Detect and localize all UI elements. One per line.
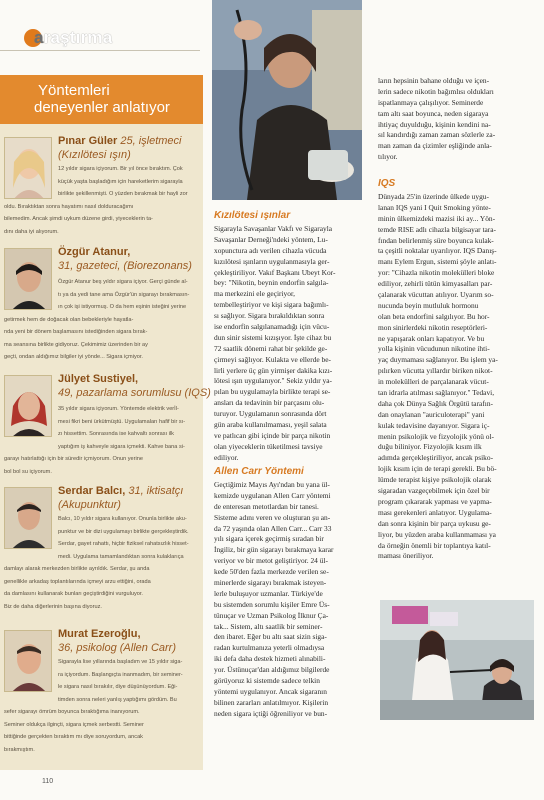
text-line: yaç duymaması sağlanıyor. Bu işlem ya-	[378, 355, 498, 365]
text-line: yaptığım iş kahveyle sigara içmekti. Kahve bana si-	[58, 443, 185, 450]
text-line: lojik kısım için de terapi gerekli. Bu bö-	[378, 464, 497, 474]
text-line: kulak tedavisine dayanıyor. Sigara iç-	[378, 420, 490, 430]
text-line: yöntemi uygulanıyor. Ancak sigaranın	[214, 686, 327, 696]
subheading-infrared: Kızılötesi ışınlar	[214, 210, 291, 221]
text-line: olan yiyeceklerin tüketilmesi tavsiye	[214, 441, 323, 451]
text-line: 72 saatlik dönemi rahat bir şekilde ge-	[214, 343, 328, 353]
text-line: Sisteme adını veren ve oluşturan şu an-	[214, 512, 331, 522]
text-line: ise endorfin salgılanamadığı için vücu-	[214, 322, 330, 332]
text-line: yılı sigara içerek geçirmiş sıradan bir	[214, 534, 324, 544]
text-line: çalanarak vücuttan atılıyor. Uyarım so-	[378, 290, 494, 300]
avatar	[4, 375, 52, 437]
text-line: duğu biliniyor. Fizyolojik kısım ilk	[378, 442, 482, 452]
text-line: man zaman da çizimler eşliğinde anla-	[378, 141, 492, 151]
sidebar-title-line2: deneyenler anlatıyor	[34, 99, 170, 116]
text-line: Geçtiğimiz Mayıs Ayı'ndan bu yana ül-	[214, 480, 330, 489]
text-line: lanan IQS yani I Quit Smoking yönte-	[378, 202, 491, 212]
text-line: tembelleştiriyor ve kişi sigara bağımlı-	[214, 300, 329, 310]
avatar	[4, 137, 52, 199]
section-title-rest: raştırma	[43, 28, 113, 47]
text-line: minin ülkemizdeki mazisi iki ay... Yön-	[378, 213, 496, 223]
text-line: liyor, bu yüzden araba kullanmaması ya	[378, 529, 496, 539]
section-title-prefix: a	[34, 28, 44, 47]
person-age-job: 31, gazeteci, (Biorezonans)	[58, 260, 192, 272]
avatar	[4, 487, 52, 549]
text-line: menin psikolojik ve fizyolojik yönü ol-	[378, 431, 494, 441]
text-line: lirli yerlere üç gün yirmişer dakika kızı-	[214, 365, 333, 375]
article-text-infrared	[214, 224, 335, 464]
text-line: xopunctura adı verilen cihazla vücuda	[214, 245, 327, 255]
text-line: ediliyor, zehirli tütün kimyasalları par-	[378, 279, 493, 289]
text-line: yor: "Cihazla nikotin molekülleri bloke	[378, 268, 495, 278]
page-number: 110	[42, 778, 54, 785]
text-line: dan onaylanan "auriculoterapi" yani	[378, 409, 485, 419]
text-line: da damlasını kullanarak bunları geçiştirdiğini vurguluyor.	[4, 591, 143, 597]
text-line: geçti, ondan aldığımız bilgiler iyi yönde... Sigara içmiyor.	[4, 354, 143, 360]
text-line: bilemedim. Ancak şimdi uykum düzene girdi, yiyeceklerin ta-	[4, 216, 153, 222]
text-line: lötesi ışın uygulanıyor." Sekiz yıldır ya-	[214, 376, 332, 386]
avatar-image	[5, 631, 52, 692]
person-age-job: 31, iktisatçı	[128, 485, 184, 497]
text-line: bu sistemden sorumlu kişiler Emre Üs-	[214, 599, 330, 609]
text-line: medi. Uygulama tamamlandıktan sonra kulaklarıça	[58, 553, 184, 560]
avatar-image	[5, 488, 52, 549]
text-line: Serdar, gayet rahattı, hiçbir fiziksel rahatsızlık hisset-	[58, 541, 189, 547]
text-line: garayı hatırlattığı için bir süredir içmiyorum. Onun yerine	[4, 456, 143, 462]
testimonial-item	[0, 248, 203, 373]
text-line: sı sağlıyor. Sigara bırakıldıktan sonra	[214, 311, 325, 321]
text-line: da örneğin önemli bir toplantıya katıl-	[378, 540, 491, 550]
text-line: çirmeyi sağlıyor. Kulakta ve ellerde be-	[214, 354, 331, 364]
text-line: ediliyor.	[214, 452, 239, 462]
person-age-job: 49, pazarlama sorumlusu (IQS)	[58, 387, 211, 399]
text-line: ve patlıcan gibi içinde bir parça nikotin	[214, 430, 331, 440]
text-line: lerin sadece nikotin bağımlısı oldukları	[378, 86, 494, 96]
person-name: Pınar Güler	[58, 135, 118, 147]
text-line: turuyor. Uygulamanın sonrasında dört	[214, 409, 327, 419]
text-line: in molekülleri de parçalanarak vücut-	[378, 377, 489, 387]
text-line: Balcı, 10 yıldır sigara kullanıyor. Onunla birlikte aku-	[58, 516, 187, 522]
avatar-image	[5, 138, 52, 199]
person-name: Murat Ezeroğlu,	[58, 628, 141, 640]
text-line: ma seansına birlikte gidiyoruz. Çekimimiz üzerinden bir ay	[4, 341, 148, 348]
text-line: damlayı alarak merkezden birlikte ayrıldık. Serdar, şu anda	[4, 566, 150, 572]
text-line: bey: "Nikotin, beynin endorfin salgıla-	[214, 278, 329, 288]
testimonial-item	[0, 630, 203, 765]
testimonial-item	[0, 137, 203, 247]
text-line: tı ya da yedi tane ama Özgür'ün sigarayı bırakmasın-	[58, 291, 190, 298]
text-line: minerlerde sigarayı bırakmak isteyen-	[214, 578, 327, 588]
article-text-iqs	[378, 192, 498, 562]
text-line: ın çok işi istiyormuş. O da hem eşinin isteğini yerine	[58, 304, 187, 310]
testimonial-text	[4, 276, 190, 364]
text-line: mesi fikri beni ürkütmüştü. Uygulamaları hafif bir sı-	[58, 418, 186, 425]
text-line: zı hissettim. Sonrasında ise kahvaltı sonrası ilk	[58, 431, 174, 437]
text-line: İngiliz, bir gün sigarayı bırakmaya karar	[214, 545, 334, 555]
text-line: bol bol su içiyorum.	[4, 468, 52, 475]
text-line: fından belirlenmiş süre boyunca kulak-	[378, 235, 494, 245]
text-line: kızılötesi ışınların uygulanmasıyla ger-	[214, 256, 330, 266]
sidebar-title-line1: Yöntemleri	[38, 82, 110, 99]
text-line: mon sinirlerdeki nikotin reseptörleri-	[378, 322, 488, 332]
text-line: veriyor ve bir metot geliştiriyor. 24 ül-	[214, 556, 328, 566]
treatment-photo	[212, 0, 362, 200]
text-line: daha çok Dünya Sağlık Örgütü tarafın-	[378, 398, 494, 408]
text-line: Dünyada 25'in üzerinde ülkede uygu-	[378, 192, 489, 201]
person-name-line	[58, 373, 138, 386]
text-line: Seminer oldukça ilginçti, sigara içmek serbestti. Seminer	[4, 721, 144, 728]
person-name: Jülyet Sustiyel,	[58, 373, 139, 385]
text-line: lerle buluşuyor uzmanlar. Türkiye'de	[214, 588, 323, 598]
text-line: tünuçar ve Uzman Psikolog İlknur Ça-	[214, 610, 329, 620]
text-line: çekleştiriliyor. Vakıf Başkanı Ubeyt Kor-	[214, 267, 336, 277]
text-line: sigaradan vazgeçebilmek için özel bir	[378, 486, 490, 496]
section-tab	[24, 28, 128, 48]
text-line: bırakmıştım.	[4, 746, 35, 753]
article-text-continued	[378, 76, 495, 163]
section-title	[34, 28, 112, 48]
avatar-image	[5, 376, 52, 437]
text-line: adımda gerçekleştiriliyor, ancak psiko-	[378, 453, 494, 463]
text-line: le sigara nasıl bırakılır, diye düşünüyordum. Eği-	[58, 684, 178, 690]
text-line: de enteresan metotlardan bir tanesi.	[214, 501, 319, 511]
person-name: Özgür Atanur,	[58, 246, 131, 258]
text-line: program çıkararak yapması ve yapma-	[378, 496, 492, 506]
text-line: ması gerekenleri anlatıyor. Uygulama-	[378, 507, 492, 517]
subheading-iqs: IQS	[378, 178, 396, 189]
text-line: neden sigara içtiği öğreniliyor ve bun-	[214, 708, 328, 718]
text-line: den ibaret. Eğer bu altı saat sizin siga-	[214, 632, 327, 642]
article-text-allen-carr	[214, 480, 333, 720]
text-line: timden sonra neleri yanlış yaptığımı gördüm. Bu	[58, 696, 177, 703]
text-line: manı Eylem Ergun, sistemi şöyle anlatı-	[378, 257, 497, 267]
text-line: tan idrarla atılması sağlanıyor." Tedavi,	[378, 388, 495, 398]
text-line: 12 yıldır sigara içiyorum. Bir yıl önce bıraktım. Çok	[58, 166, 183, 172]
text-line: Özgür Atanur beş yıldır sigara içiyor. Gerçi günde al-	[58, 279, 188, 285]
testimonial-text	[4, 656, 183, 756]
text-line: 35 yıldır sigara içiyorum. Yöntemde elektrik verİl-	[58, 406, 179, 412]
text-line: gün araba kullanılmaması, yeşil salata	[214, 420, 327, 430]
person-method: (Kızılötesi ışın)	[58, 149, 131, 161]
text-line: nda yeni bir dönem başlamasını istediğinden sigara bırak-	[4, 329, 148, 335]
text-line: olan beta endorfini salgılıyor. Bu hor-	[378, 311, 490, 321]
text-line: sıl kandırdığı zaman zaman sözlerle za-	[378, 130, 496, 140]
text-line: kede 50'den fazla merkezde verilen se-	[214, 567, 329, 577]
testimonial-item	[0, 373, 211, 485]
text-line: tam altı saat boyunca, neden sigaraya	[378, 108, 489, 118]
text-line: bilinen zararları anlatılmıyor. Kişilerin	[214, 697, 329, 707]
text-line: ra içiyordum. Başlangıçta inanmadım, bir seminer-	[58, 671, 183, 678]
text-line: tak... Sistem, altı saatlik bir seminer-	[214, 621, 323, 631]
text-line: birlikte şekillenmişti. O yüzden bırakmak bir hayli zor	[58, 191, 188, 197]
clinic-photo-illustration	[380, 600, 534, 720]
text-line: punktur ve bir dizi uygulamayı birlikte gerçekleştirdik.	[58, 528, 189, 535]
text-line: ihtiyaç duyulduğu, kişinin kendini na-	[378, 119, 491, 129]
text-line: radan kurtulmanıza yeterli olmadıysa	[214, 643, 325, 653]
text-line: yor. Üstünuçar'dan aldığımız bilgilerde	[214, 665, 330, 675]
testimonial-item	[0, 487, 203, 627]
testimonial-text	[4, 163, 188, 238]
person-name-line	[58, 485, 183, 498]
testimonial-text	[4, 403, 186, 478]
text-line: yolla kişinin vücudunun nikotine ihti-	[378, 344, 490, 354]
text-line: ansları da tedavinin bir parçasını olu-	[214, 398, 325, 408]
text-line: getirmek hem de doğacak olan bebekleriyle hayatla-	[4, 316, 134, 323]
text-line: dan sonra kişinin bir parça uykusu ge-	[378, 518, 491, 528]
text-line: bittiğinde gerçekten bıraktım mı diye soruyordum, ancak	[4, 734, 143, 740]
text-line: görüyoruz ki sistemde sadece telkin	[214, 676, 320, 686]
treatment-photo-illustration	[212, 0, 362, 200]
person-name: Serdar Balcı,	[58, 485, 126, 497]
text-line: ispatlanmaya çalışılıyor. Seminerde	[378, 97, 484, 107]
text-line: Sigarayla lise yıllarında başladım ve 15 yıldır siga-	[58, 659, 183, 665]
text-line: Sigarayla Savaşanlar Vakfı ve Sigarayla	[214, 224, 333, 233]
text-line: lümde terapist kişiye psikolojik olarak	[378, 475, 492, 485]
subheading-allen-carr: Allen Carr Yöntemi	[214, 466, 304, 477]
text-line: maması öneriliyor.	[378, 551, 434, 561]
clinic-photo	[380, 600, 534, 720]
text-line: tılıyor.	[378, 152, 398, 162]
text-line: da 72 yaşında olan Allen Carr... Carr 33	[214, 523, 332, 533]
text-line: ların hepsinin bahane olduğu ve içen-	[378, 76, 490, 85]
text-line: oldu. Bıraktıktan sonra hayatımı nasıl dolduracağımı	[4, 203, 134, 210]
sidebar-header	[0, 75, 203, 124]
text-line: dun sinir sistemi kızışıyor. İşte cihaz bu	[214, 332, 332, 342]
text-line: ne yapışarak onları kapatıyor. Ve bu	[378, 333, 485, 343]
text-line: Biz de daha diğerlerinin başına diyoruz.	[4, 603, 102, 610]
text-line: ta çeşitli noktalar uyarılıyor. IQS Danış-	[378, 246, 497, 256]
text-line: dını daha iyi alıyorum.	[4, 228, 59, 235]
text-line: Savaşanlar Derneği'ndeki yöntem, Lu-	[214, 234, 328, 244]
section-divider	[0, 50, 200, 51]
text-line: ma merkezini ele geçiriyor,	[214, 289, 295, 299]
person-name-line	[58, 135, 182, 148]
testimonials-sidebar	[0, 75, 211, 770]
text-line: küçük yaşta başladığım için hareketlerim sigarayla	[58, 178, 183, 185]
text-line: kemizde uygulanan Allen Carr yöntemi	[214, 490, 331, 500]
text-line: pılan bu uygulamayla birlikte terapi se-	[214, 387, 331, 397]
text-line: sefer sigarayı ömrüm boyunca bıraktığıma inanıyorum.	[4, 709, 140, 715]
text-line: nucunda beyin mutluluk hormonu	[378, 300, 479, 310]
avatar-image	[5, 249, 52, 310]
person-name-line	[58, 628, 141, 641]
avatar	[4, 630, 52, 692]
person-age-job: 25, işletmeci	[120, 135, 182, 147]
person-age-job: 36, psikolog (Allen Carr)	[58, 642, 176, 654]
person-method: (Akupunktur)	[58, 499, 121, 511]
testimonial-text	[4, 513, 189, 613]
text-line: iki defa daha destek hizmeti alınabili-	[214, 654, 326, 664]
text-line: temde RISE adlı cihazla bilgisayar tara-	[378, 224, 496, 234]
person-name-line	[58, 246, 130, 259]
text-line: pılırken vücutta yıllardır biriken nikot-	[378, 366, 493, 376]
avatar	[4, 248, 52, 310]
text-line: genellikle arkadaş toplantılarında içmeyi arzu ettiğini, orada	[4, 578, 151, 585]
